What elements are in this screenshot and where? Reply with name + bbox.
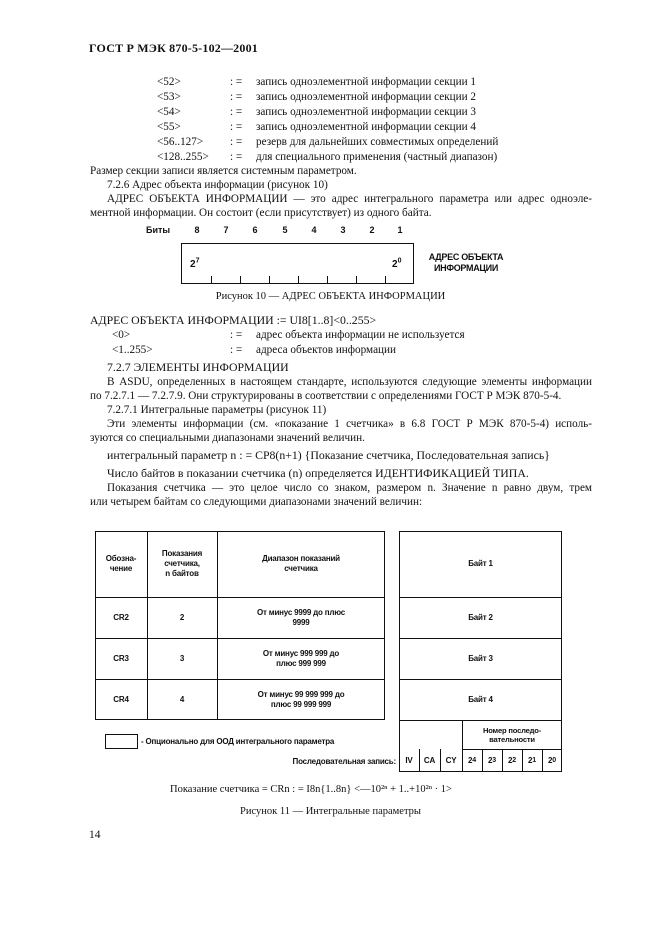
- bit-number: 8: [194, 225, 200, 235]
- optional-legend-box: [105, 734, 138, 749]
- address-label-line1: АДРЕС ОБЪЕКТА: [428, 252, 504, 262]
- table-cell-n-bytes: 2: [179, 612, 185, 622]
- record-sep: : =: [230, 76, 243, 88]
- record-code-52: <52>: [157, 76, 181, 88]
- paragraph-line: АДРЕС ОБЪЕКТА ИНФОРМАЦИИ — это адрес интегрального параметра или адрес одноэле-: [107, 193, 592, 205]
- byte-1: Байт 1: [468, 559, 493, 568]
- bit-number: 7: [223, 225, 229, 235]
- bit-number: 5: [282, 225, 288, 235]
- table-cell-range: От минус 99 999 999 до плюс 99 999 999: [257, 689, 345, 709]
- paragraph-line: зуются со специальными диапазонами значений величин.: [90, 432, 365, 444]
- paragraph-line: В ASDU, определенных в настоящем стандарте, используются следующие элементы информации: [107, 376, 592, 388]
- byte-3: Байт 3: [468, 653, 493, 663]
- record-code-128-255: <128..255>: [157, 151, 209, 163]
- record-code-55: <55>: [157, 121, 181, 133]
- bytes-note: Число байтов в показании счетчика (n) определяется ИДЕНТИФИКАЦИЕЙ ТИПА.: [107, 466, 529, 480]
- heading-7-2-6: 7.2.6 Адрес объекта информации (рисунок 10): [107, 179, 328, 191]
- optional-legend-text: - Опционально для ООД интегрального параметра: [141, 737, 335, 746]
- record-sep: : =: [230, 329, 243, 341]
- counter-formula: Показание счетчика = CRn : = I8n{1..8n} <—10²ⁿ + 1..+10²ⁿ · 1>: [170, 784, 452, 795]
- record-sep: : =: [230, 91, 243, 103]
- record-desc: запись одноэлементной информации секции 1: [256, 76, 477, 88]
- record-desc: запись одноэлементной информации секции 4: [256, 121, 477, 133]
- bits-label: Биты: [146, 225, 171, 235]
- record-sep: : =: [230, 344, 243, 356]
- seq-bit-2-0: 2 0: [548, 755, 556, 765]
- record-sep: : =: [230, 136, 243, 148]
- lsb-power: $2^0$: [392, 257, 402, 270]
- record-code-54: <54>: [157, 106, 181, 118]
- header-range: Диапазон показаний счетчика: [262, 554, 340, 573]
- record-desc: резерв для дальнейших совместимых определений: [256, 136, 499, 148]
- page-number: 14: [89, 829, 101, 841]
- record-desc: адреса объектов информации: [256, 344, 396, 356]
- bit-number: 4: [311, 225, 317, 235]
- msb-power: $2^7$: [190, 257, 200, 270]
- heading-7-2-7: 7.2.7 ЭЛЕМЕНТЫ ИНФОРМАЦИИ: [107, 360, 289, 374]
- flag-ca: CA: [423, 755, 436, 765]
- integral-formula: интегральный параметр n : = CP8(n+1) {Показание счетчика, Последовательная запись}: [107, 448, 550, 462]
- seq-bit-2-2: 2 2: [508, 755, 516, 765]
- record-desc: запись одноэлементной информации секции 3: [256, 106, 477, 118]
- record-code-56-127: <56..127>: [157, 136, 204, 148]
- record-sep: : =: [230, 106, 243, 118]
- record-desc: адрес объекта информации не используется: [256, 329, 465, 341]
- address-code-1-255: <1..255>: [112, 344, 153, 356]
- bit-number: 3: [340, 225, 346, 235]
- bit-number: 2: [369, 225, 375, 235]
- table-cell-designation: CR2: [113, 612, 129, 622]
- table-cell-designation: CR4: [113, 694, 129, 704]
- table-cell-n-bytes: 3: [179, 653, 185, 663]
- address-label-line2: ИНФОРМАЦИИ: [433, 263, 499, 273]
- paragraph-line: или четырем байтам со следующими диапазонами значений величин:: [90, 496, 423, 508]
- flag-cy: CY: [445, 755, 457, 765]
- record-sep: : =: [230, 121, 243, 133]
- address-code-0: <0>: [112, 329, 131, 341]
- header-designation: Обозна- чение: [105, 554, 137, 573]
- figure-11-caption: Рисунок 11 — Интегральные параметры: [240, 806, 421, 817]
- paragraph-line: Показания счетчика — это целое число со знаком, размером n. Значение n равно двум, трем: [107, 482, 592, 494]
- record-desc: для специального применения (частный диапазон): [256, 151, 498, 163]
- seq-bit-2-3: 2 3: [488, 755, 496, 765]
- record-code-53: <53>: [157, 91, 181, 103]
- sequential-record-label: Последовательная запись:: [292, 757, 396, 766]
- record-desc: запись одноэлементной информации секции 2: [256, 91, 477, 103]
- sequence-number-label: Номер последо- вательности: [482, 725, 542, 744]
- flag-iv: IV: [405, 755, 413, 765]
- bit-number: 1: [397, 225, 403, 235]
- seq-bit-2-4: 2 4: [468, 755, 476, 765]
- byte-4: Байт 4: [468, 694, 493, 704]
- heading-7-2-7-1: 7.2.7.1 Интегральные параметры (рисунок 11): [107, 404, 327, 416]
- paragraph-line: ментной информации. Он состоит (если присутствует) из одного байта.: [90, 207, 432, 219]
- paragraph-line: Эти элементы информации (см. «показание 1 счетчика» в 6.8 ГОСТ Р МЭК 870-5-4) исполь-: [107, 418, 592, 430]
- seq-bit-2-1: 2 1: [528, 755, 536, 765]
- document-code: ГОСТ Р МЭК 870-5-102—2001: [89, 41, 258, 55]
- header-n-bytes: Показания счетчика, n байтов: [161, 549, 203, 578]
- paragraph-line: по 7.2.7.1 — 7.2.7.9. Они структурированы в соответствии с определениями ГОСТ Р МЭК 870-5-4.: [90, 390, 562, 402]
- section-size-note: Размер секции записи является системным параметром.: [90, 165, 357, 177]
- table-cell-designation: CR3: [113, 653, 129, 663]
- table-cell-n-bytes: 4: [179, 694, 185, 704]
- byte-2: Байт 2: [468, 612, 493, 622]
- table-cell-range: От минус 999 999 до плюс 999 999: [262, 648, 340, 668]
- record-sep: : =: [230, 151, 243, 163]
- bit-number: 6: [252, 225, 258, 235]
- figure-10-caption: Рисунок 10 — АДРЕС ОБЪЕКТА ИНФОРМАЦИИ: [215, 291, 446, 302]
- address-formula: АДРЕС ОБЪЕКТА ИНФОРМАЦИИ := UI8[1..8]<0..255>: [90, 313, 377, 327]
- table-cell-range: От минус 9999 до плюс 9999: [256, 607, 346, 627]
